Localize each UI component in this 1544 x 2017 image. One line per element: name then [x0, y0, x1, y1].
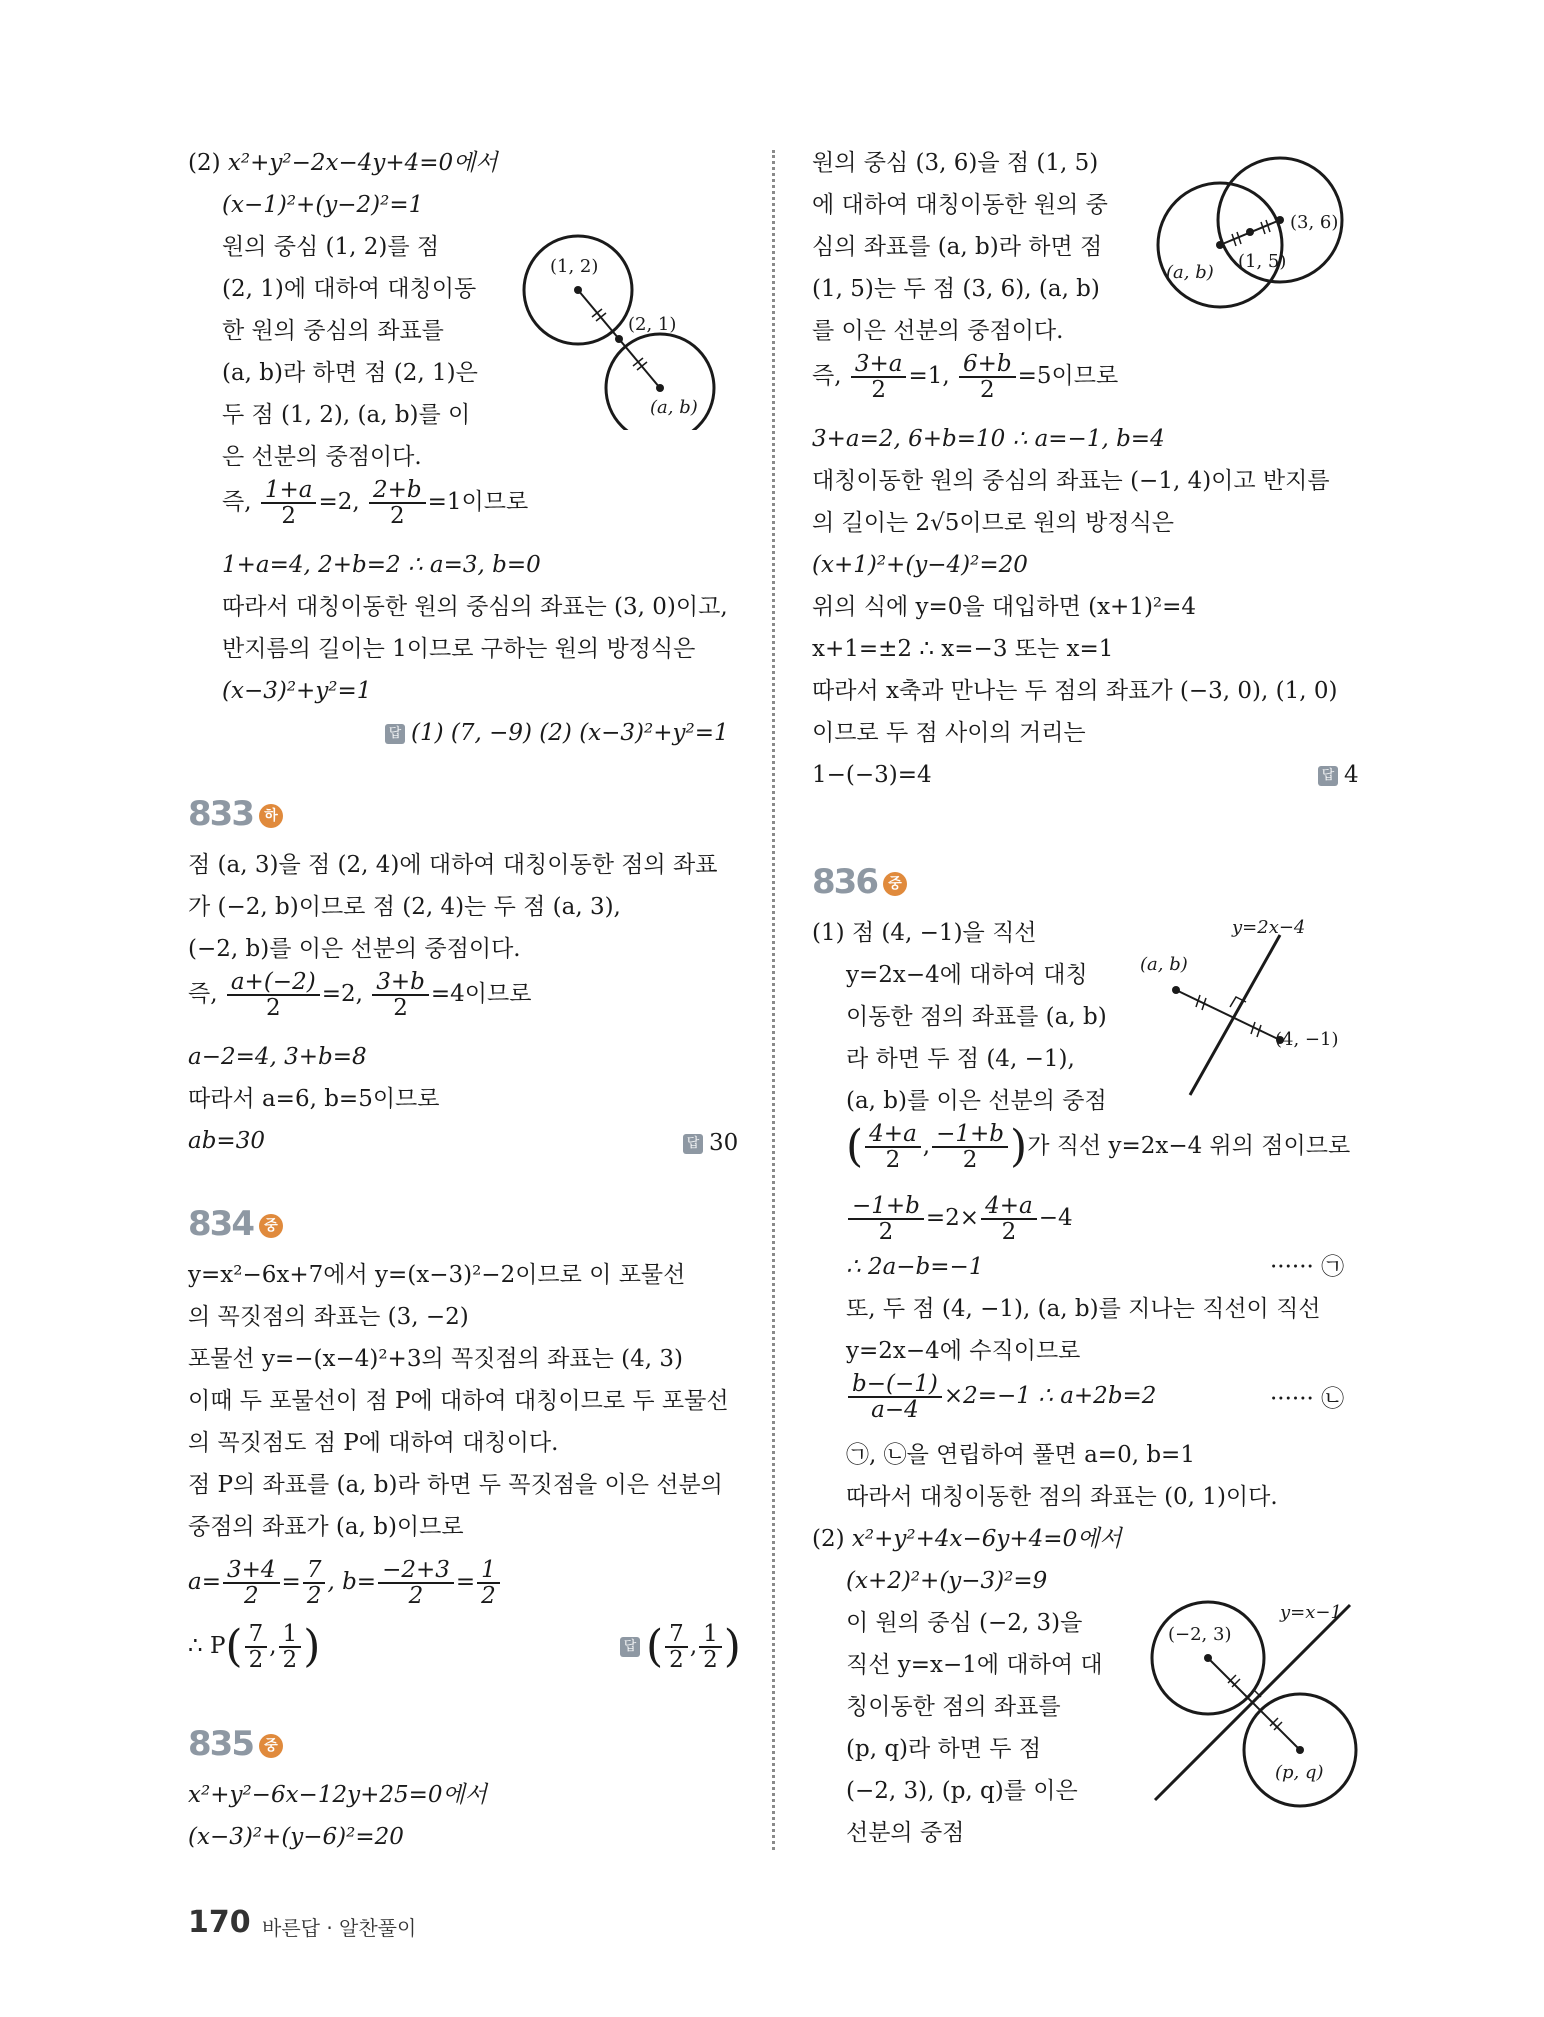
equation-line: $\frac{-1+b}{2}$ =2× $\frac{4+a}{2}$ −4 [846, 1194, 1073, 1244]
diagram-832-circles [520, 230, 740, 430]
line: 따라서 대칭이동한 점의 좌표는 (0, 1)이다. [846, 1484, 1278, 1510]
line: ab=30 [188, 1128, 265, 1154]
line: 이동한 점의 좌표를 (a, b) [846, 1004, 1107, 1030]
label-line-y-2x-4: y=2x−4 [1232, 917, 1306, 938]
line: y=x²−6x+7에서 y=(x−3)²−2이므로 이 포물선 [188, 1262, 686, 1288]
line: (x+1)²+(y−4)²=20 [812, 552, 1028, 578]
footer-title: 바른답 · 알찬풀이 [262, 1916, 417, 1940]
level-badge: 하 [259, 804, 283, 828]
line: (2, 1)에 대하여 대칭이동 [222, 276, 477, 302]
line: 위의 식에 y=0을 대입하면 (x+1)²=4 [812, 594, 1197, 620]
diagram-836-1-line-reflection [1140, 915, 1365, 1105]
answer-834: 답 ( $\frac{7}{2}$ , $\frac{1}{2}$ ) [620, 1622, 741, 1672]
problem-number-833: 833 하 [188, 794, 283, 834]
line: (x+2)²+(y−3)²=9 [846, 1568, 1048, 1594]
line: (−2, b)를 이은 선분의 중점이다. [188, 936, 521, 962]
label-center-3-6: (3, 6) [1290, 212, 1339, 233]
equation-tag: ······ ㉠ [1270, 1254, 1345, 1280]
line: 따라서 x축과 만나는 두 점의 좌표가 (−3, 0), (1, 0) [812, 678, 1338, 704]
line: ∴ 2a−b=−1 [846, 1254, 984, 1280]
line: 1+a=4, 2+b=2 ∴ a=3, b=0 [222, 552, 541, 578]
level-badge: 중 [259, 1734, 283, 1758]
line: 이 원의 중심 (−2, 3)을 [846, 1610, 1083, 1636]
line: (a, b)라 하면 점 (2, 1)은 [222, 360, 478, 386]
line: (−2, 3), (p, q)를 이은 [846, 1778, 1078, 1804]
line: 선분의 중점 [846, 1820, 965, 1846]
solution-832-2-line1: (2) x²+y²−2x−4y+4=0에서 [188, 150, 498, 176]
line: y=2x−4에 수직이므로 [846, 1338, 1081, 1364]
line: ㉠, ㉡을 연립하여 풀면 a=0, b=1 [846, 1442, 1195, 1468]
line: 1−(−3)=4 [812, 762, 932, 788]
line: 포물선 y=−(x−4)²+3의 꼭짓점의 좌표는 (4, 3) [188, 1346, 683, 1372]
line: 이므로 두 점 사이의 거리는 [812, 720, 1086, 746]
point-p-line: ∴ P( $\frac{7}{2}$ , $\frac{1}{2}$ ) [188, 1621, 321, 1673]
line: 따라서 a=6, b=5이므로 [188, 1086, 440, 1112]
line: 이때 두 포물선이 점 P에 대하여 대칭이므로 두 포물선 [188, 1388, 729, 1414]
label-point-a-b: (a, b) [1140, 954, 1188, 975]
line: x²+y²−6x−12y+25=0에서 [188, 1782, 487, 1808]
label-center-a-b: (a, b) [650, 397, 698, 418]
line: 또, 두 점 (4, −1), (a, b)를 지나는 직선이 직선 [846, 1296, 1321, 1322]
line: 칭이동한 점의 좌표를 [846, 1694, 1061, 1720]
answer-832: 답 (1) (7, −9) (2) (x−3)²+y²=1 [385, 720, 729, 746]
line: 원의 중심 (1, 2)를 점 [222, 234, 440, 260]
line: 심의 좌표를 (a, b)라 하면 점 [812, 234, 1103, 260]
line: (x−3)²+(y−6)²=20 [188, 1824, 404, 1850]
answer-833: 답 30 [683, 1130, 738, 1156]
line: a−2=4, 3+b=8 [188, 1044, 367, 1070]
problem-number-835: 835 중 [188, 1724, 283, 1764]
line: 3+a=2, 6+b=10 ∴ a=−1, b=4 [812, 426, 1165, 452]
line: 원의 중심 (3, 6)을 점 (1, 5) [812, 150, 1099, 176]
label-line-y-x-1: y=x−1 [1280, 1602, 1342, 1623]
line: (p, q)라 하면 두 점 [846, 1736, 1042, 1762]
diagram-836-2-circle-reflection [1150, 1600, 1365, 1820]
diagram-835-circles [1140, 150, 1365, 310]
equation-tag: ······ ㉡ [1270, 1386, 1345, 1412]
answer-835: 답 4 [1318, 762, 1359, 788]
midpoint-line: ( $\frac{4+a}{2}$ , $\frac{-1+b}{2}$ )가 직선 y=2x−4 위의 점이므로 [846, 1121, 1351, 1173]
line: (a, b)를 이은 선분의 중점 [846, 1088, 1107, 1114]
level-badge: 중 [259, 1214, 283, 1238]
column-divider [772, 150, 775, 1850]
line: 의 길이는 2√5이므로 원의 방정식은 [812, 510, 1175, 536]
page-number: 170 [188, 1905, 251, 1940]
line: 의 꼭짓점의 좌표는 (3, −2) [188, 1304, 469, 1330]
line: 에 대하여 대칭이동한 원의 중 [812, 192, 1108, 218]
fraction-line: 즉, $\frac{a+(-2)}{2}$ =2, $\frac{3+b}{2}$ =4이므로 [188, 969, 532, 1021]
line: 점 (a, 3)을 점 (2, 4)에 대하여 대칭이동한 점의 좌표 [188, 852, 718, 878]
line: 중점의 좌표가 (a, b)이므로 [188, 1514, 464, 1540]
line: 두 점 (1, 2), (a, b)를 이 [222, 402, 471, 428]
line: (1, 5)는 두 점 (3, 6), (a, b) [812, 276, 1100, 302]
line: 의 꼭짓점도 점 P에 대하여 대칭이다. [188, 1430, 559, 1456]
line: 반지름의 길이는 1이므로 구하는 원의 방정식은 [222, 636, 696, 662]
line: (x−1)²+(y−2)²=1 [222, 192, 424, 218]
line: 따라서 대칭이동한 원의 중심의 좌표는 (3, 0)이고, [222, 594, 728, 620]
line: 한 원의 중심의 좌표를 [222, 318, 444, 344]
label-point-p-q: (p, q) [1275, 1762, 1324, 1783]
label-point-4-neg1: (4, −1) [1275, 1029, 1339, 1050]
equation-line: $\frac{b-(-1)}{a-4}$ ×2=−1 ∴ a+2b=2 [846, 1372, 1156, 1422]
label-center-1-2: (1, 2) [550, 256, 599, 277]
fraction-line: 즉, $\frac{1+a}{2}$ =2, $\frac{2+b}{2}$ =1이므로 [222, 477, 529, 529]
line: 대칭이동한 원의 중심의 좌표는 (−1, 4)이고 반지름 [812, 468, 1330, 494]
line: (x−3)²+y²=1 [222, 678, 372, 704]
line: y=2x−4에 대하여 대칭 [846, 962, 1088, 988]
level-badge: 중 [883, 872, 907, 896]
line: 점 P의 좌표를 (a, b)라 하면 두 꼭짓점을 이은 선분의 [188, 1472, 723, 1498]
label-center-neg2-3: (−2, 3) [1168, 1624, 1232, 1645]
line: 가 (−2, b)이므로 점 (2, 4)는 두 점 (a, 3), [188, 894, 621, 920]
problem-number-834: 834 중 [188, 1204, 283, 1244]
answer-icon: 답 [385, 724, 405, 744]
line: x+1=±2 ∴ x=−3 또는 x=1 [812, 636, 1114, 662]
line: 라 하면 두 점 (4, −1), [846, 1046, 1075, 1072]
label-midpoint-1-5: (1, 5) [1238, 251, 1287, 272]
line: 를 이은 선분의 중점이다. [812, 318, 1064, 344]
answer-icon: 답 [620, 1637, 640, 1657]
fraction-line: a= $\frac{3+4}{2}$ = $\frac{7}{2}$ , b= $\frac{-2+3}{2}$ = $\frac{1}{2}$ [188, 1558, 502, 1608]
label-center-a-b: (a, b) [1166, 262, 1214, 283]
problem-number-836: 836 중 [812, 862, 907, 902]
answer-icon: 답 [1318, 766, 1338, 786]
line: (2) x²+y²+4x−6y+4=0에서 [812, 1526, 1122, 1552]
answer-icon: 답 [683, 1134, 703, 1154]
line: 은 선분의 중점이다. [222, 444, 422, 470]
label-midpoint-2-1: (2, 1) [628, 314, 677, 335]
fraction-line: 즉, $\frac{3+a}{2}$ =1, $\frac{6+b}{2}$ =5이므로 [812, 351, 1119, 403]
line: (1) 점 (4, −1)을 직선 [812, 920, 1037, 946]
line: 직선 y=x−1에 대하여 대 [846, 1652, 1103, 1678]
